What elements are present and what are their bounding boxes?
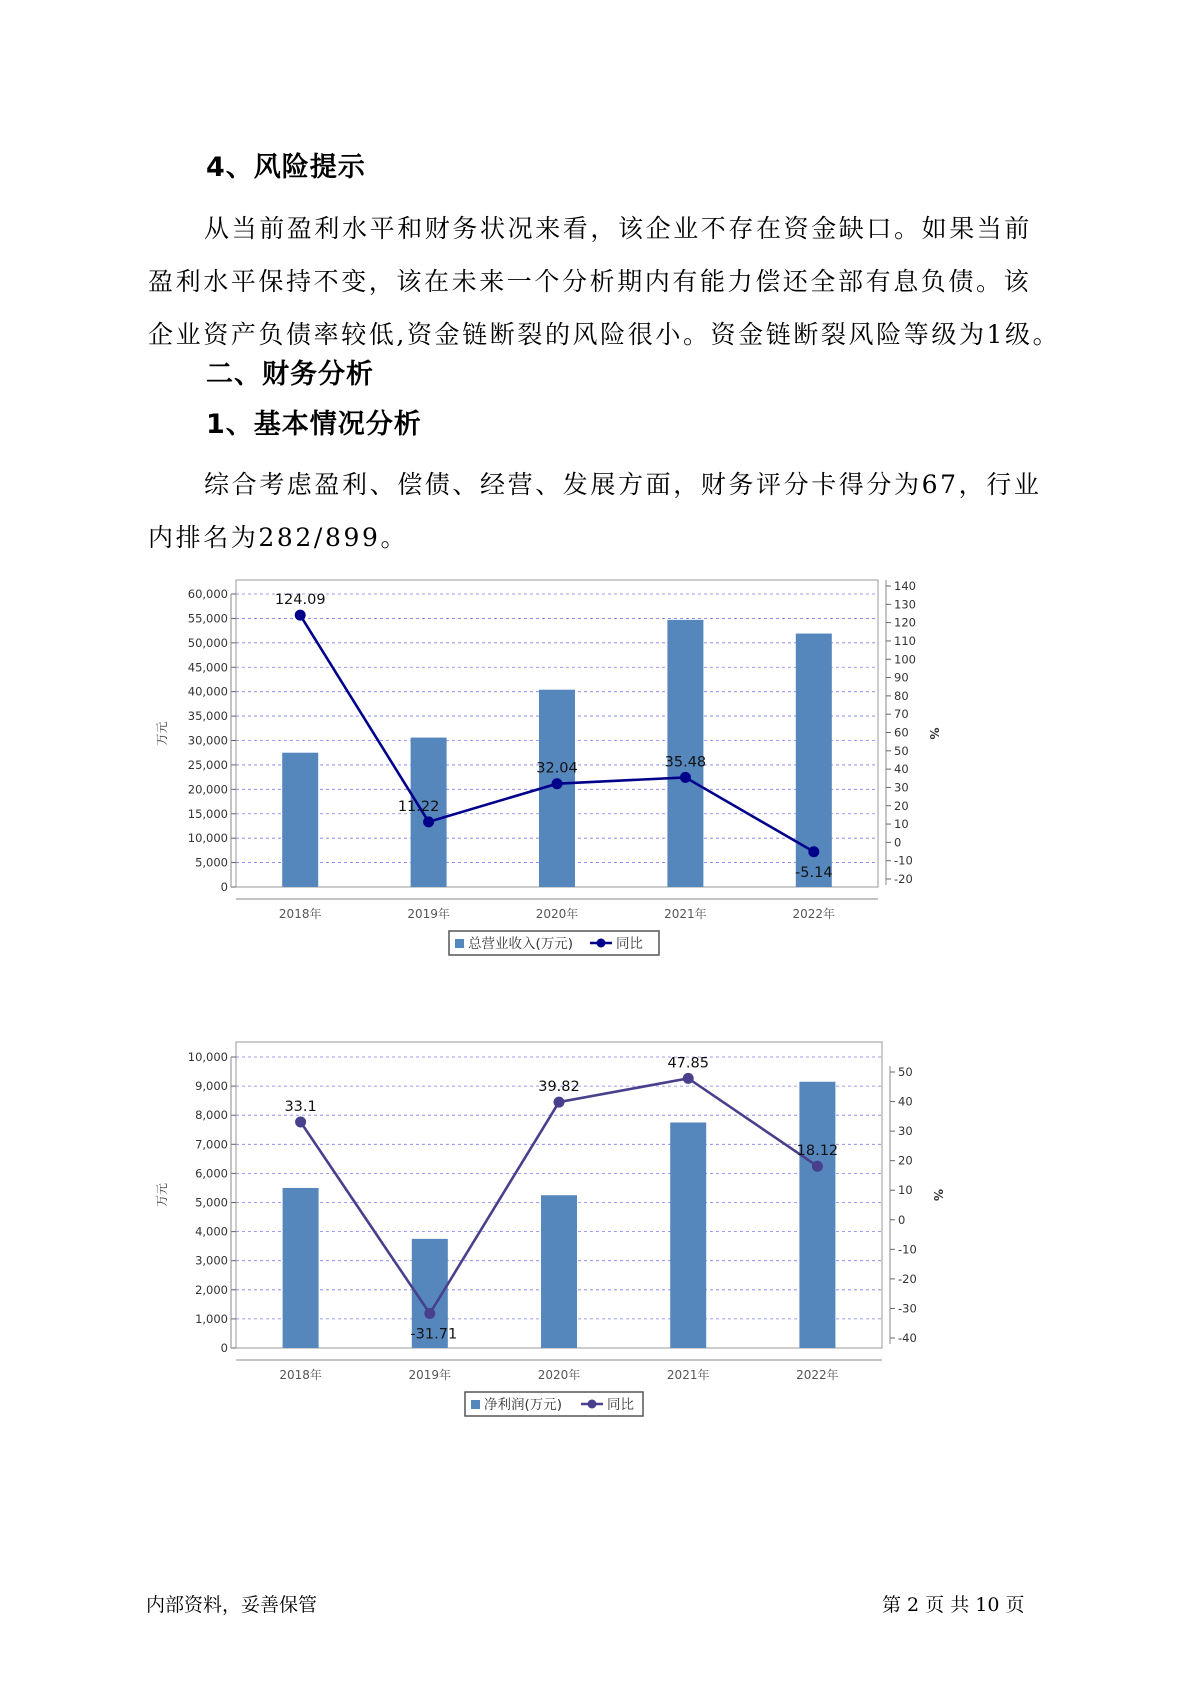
yoy-point <box>552 778 563 789</box>
y-tick-label: 5,000 <box>195 1195 228 1210</box>
footer-page-number: 第 2 页 共 10 页 <box>882 1594 1025 1616</box>
y2-tick-label: 140 <box>894 579 916 593</box>
y2-tick-label: 10 <box>894 817 909 832</box>
legend-bar-label: 总营业收入(万元) <box>468 936 574 952</box>
y2-tick-label: 80 <box>894 688 909 703</box>
yoy-point <box>680 772 691 783</box>
y-tick-label: 0 <box>220 880 228 894</box>
y2-tick-label: 130 <box>894 597 916 612</box>
bar <box>283 1188 319 1348</box>
data-label: 47.85 <box>667 1055 709 1072</box>
y-tick-label: 30,000 <box>187 733 228 748</box>
yoy-point <box>812 1161 823 1172</box>
y2-tick-label: -30 <box>898 1301 917 1316</box>
y2-tick-label: 40 <box>894 762 909 777</box>
data-label: 33.1 <box>284 1098 317 1115</box>
legend-bar-swatch <box>471 1400 480 1409</box>
yoy-point <box>683 1073 694 1084</box>
y2-tick-label: 100 <box>894 652 916 667</box>
x-tick-label: 2020年 <box>537 1368 581 1382</box>
data-label: 11.22 <box>397 798 440 815</box>
x-tick-label: 2021年 <box>666 1368 710 1382</box>
legend-bar-label: 净利润(万元) <box>484 1397 563 1413</box>
legend-bar-swatch <box>455 939 464 948</box>
finance-heading: 二、财务分析 <box>206 359 374 390</box>
y2-tick-label: 50 <box>898 1065 913 1079</box>
y2-axis-label: % <box>927 727 941 740</box>
risk-para-line: 盈利水平保持不变，该在未来一个分析期内有能力偿还全部有息负债。该 <box>148 267 1032 296</box>
y2-tick-label: -40 <box>898 1331 917 1345</box>
y-tick-label: 55,000 <box>187 611 228 626</box>
y-tick-label: 5,000 <box>195 855 228 870</box>
bar <box>541 1195 577 1348</box>
y-tick-label: 50,000 <box>187 635 228 650</box>
legend-line-label: 同比 <box>607 1397 634 1413</box>
y-axis-label: 万元 <box>155 1182 169 1208</box>
data-label: 32.04 <box>536 760 578 777</box>
y2-axis-label: % <box>931 1188 945 1202</box>
bar <box>670 1122 706 1348</box>
risk-para-line: 从当前盈利水平和财务状况来看，该企业不存在资金缺口。如果当前 <box>204 214 1033 243</box>
net-profit-chart-svg <box>155 1050 1020 1530</box>
y-tick-label: 45,000 <box>187 660 228 675</box>
net-profit-chart <box>155 1050 1020 1540</box>
risk-heading: 4、风险提示 <box>206 152 366 183</box>
basic-para-line: 综合考虑盈利、偿债、经营、发展方面，财务评分卡得分为67，行业 <box>204 470 1042 499</box>
y-tick-label: 35,000 <box>187 709 228 724</box>
footer-confidential: 内部资料，妥善保管 <box>146 1594 318 1616</box>
data-label: -31.71 <box>410 1326 458 1343</box>
y2-tick-label: -10 <box>898 1242 917 1257</box>
revenue-chart <box>155 579 1020 1030</box>
data-label: 18.12 <box>796 1143 839 1160</box>
legend-line-marker <box>588 1400 597 1409</box>
yoy-point <box>424 1308 435 1319</box>
legend-line-label: 同比 <box>616 936 643 952</box>
y2-tick-label: 120 <box>894 615 916 630</box>
y-tick-label: 7,000 <box>195 1137 228 1152</box>
y2-tick-label: 110 <box>894 633 916 648</box>
y-tick-label: 2,000 <box>195 1282 228 1297</box>
y2-tick-label: 0 <box>894 835 902 850</box>
y2-tick-label: 10 <box>898 1183 913 1198</box>
legend-line-marker <box>597 939 606 948</box>
data-label: 124.09 <box>274 592 326 609</box>
y-tick-label: 10,000 <box>187 831 228 846</box>
y2-tick-label: 40 <box>898 1094 913 1109</box>
y2-tick-label: 30 <box>894 780 909 795</box>
y-tick-label: 9,000 <box>195 1079 228 1094</box>
y-tick-label: 25,000 <box>187 757 228 772</box>
y2-tick-label: 20 <box>898 1153 913 1168</box>
y2-tick-label: 0 <box>898 1212 906 1227</box>
y2-tick-label: 90 <box>894 670 909 685</box>
y-tick-label: 15,000 <box>187 806 228 821</box>
y2-tick-label: 70 <box>894 707 909 722</box>
y2-tick-label: -10 <box>894 853 913 868</box>
yoy-point <box>423 816 434 827</box>
y-tick-label: 6,000 <box>195 1166 228 1181</box>
x-tick-label: 2019年 <box>408 1368 452 1382</box>
y-tick-label: 4,000 <box>195 1224 228 1239</box>
y2-tick-label: 60 <box>894 725 909 740</box>
bar <box>282 753 318 887</box>
yoy-point <box>554 1097 565 1108</box>
y2-tick-label: 50 <box>894 743 909 758</box>
x-tick-label: 2019年 <box>407 907 450 921</box>
revenue-chart-svg <box>155 579 1020 1020</box>
x-tick-label: 2018年 <box>278 907 322 921</box>
basic-paragraph <box>148 458 1048 564</box>
y-tick-label: 60,000 <box>187 587 228 601</box>
y-tick-label: 1,000 <box>195 1311 228 1326</box>
bar <box>799 1082 835 1348</box>
yoy-point <box>808 846 819 857</box>
data-label: 35.48 <box>664 754 707 771</box>
y-tick-label: 10,000 <box>187 1050 228 1064</box>
y-tick-label: 20,000 <box>187 782 228 797</box>
y-tick-label: 40,000 <box>187 684 228 699</box>
data-label: 39.82 <box>538 1079 580 1096</box>
x-tick-label: 2022年 <box>796 1368 839 1382</box>
x-tick-label: 2022年 <box>792 907 836 921</box>
y-tick-label: 3,000 <box>195 1253 228 1268</box>
y-tick-label: 0 <box>220 1341 228 1355</box>
x-tick-label: 2018年 <box>279 1368 322 1382</box>
y2-tick-label: 20 <box>894 798 909 813</box>
risk-para-line: 企业资产负债率较低,资金链断裂的风险很小。资金链断裂风险等级为1级。 <box>148 320 1061 349</box>
yoy-point <box>295 610 306 621</box>
basic-heading: 1、基本情况分析 <box>206 409 422 440</box>
yoy-point <box>295 1116 306 1127</box>
x-tick-label: 2021年 <box>664 907 707 921</box>
y2-tick-label: -20 <box>898 1271 917 1286</box>
basic-para-line: 内排名为282/899。 <box>148 523 409 552</box>
y-tick-label: 8,000 <box>195 1108 228 1123</box>
y2-tick-label: -20 <box>894 872 913 886</box>
y-axis-label: 万元 <box>155 721 169 746</box>
x-tick-label: 2020年 <box>535 907 579 921</box>
risk-paragraph <box>148 202 1061 361</box>
y2-tick-label: 30 <box>898 1124 913 1139</box>
data-label: -5.14 <box>795 864 833 881</box>
